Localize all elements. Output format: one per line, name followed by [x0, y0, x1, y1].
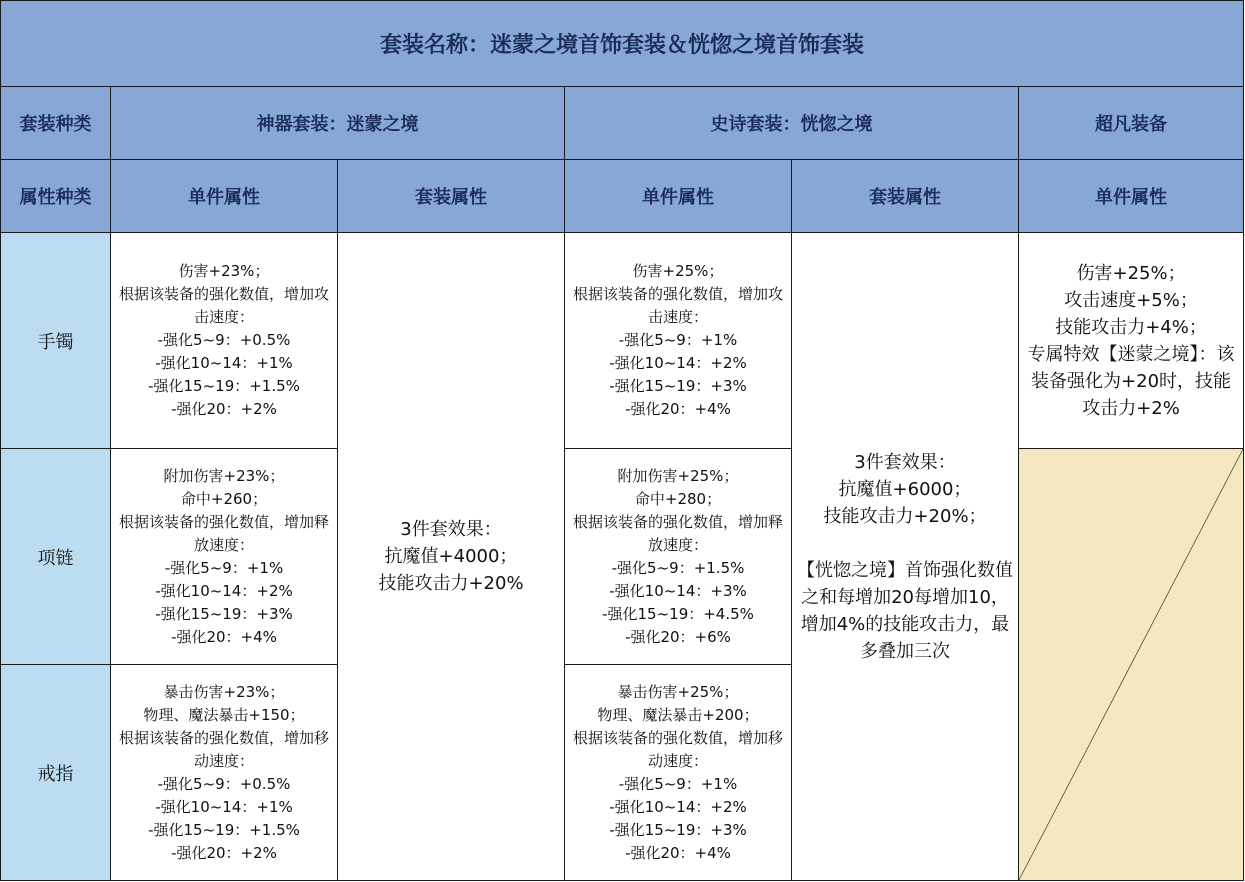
- empty-diagonal-cell: [1019, 449, 1244, 881]
- epic-single-attr-header: 单件属性: [565, 160, 792, 233]
- bracelet-legendary-attr: 伤害+25%； 攻击速度+5%； 技能攻击力+4%； 专属特效【迷蒙之境】：该装备强化为+20时，技能攻击力+2%: [1019, 233, 1244, 449]
- diagonal-line: [1019, 449, 1243, 880]
- artifact-set-effect: 3件套效果： 抗魔值+4000； 技能攻击力+20%: [338, 233, 565, 881]
- set-type-label: 套装种类: [1, 87, 111, 160]
- ring-epic-attr: 暴击伤害+25%； 物理、魔法暴击+200； 根据该装备的强化数值，增加移动速度： -强化5~9：+1% -强化10~14：+2% -强化15~19：+3% -强化20：+4%: [565, 665, 792, 881]
- row-label-bracelet: 手镯: [1, 233, 111, 449]
- legendary-single-attr-header: 单件属性: [1019, 160, 1244, 233]
- artifact-set-header: 神器套装：迷蒙之境: [111, 87, 565, 160]
- table-title: 套装名称：迷蒙之境首饰套装＆恍惚之境首饰套装: [1, 1, 1244, 87]
- epic-set-header: 史诗套装：恍惚之境: [565, 87, 1019, 160]
- epic-set-attr-header: 套装属性: [792, 160, 1019, 233]
- necklace-epic-attr: 附加伤害+25%； 命中+280； 根据该装备的强化数值，增加释放速度： -强化5~9：+1.5% -强化10~14：+3% -强化15~19：+4.5% -强化20：+6%: [565, 449, 792, 665]
- ring-artifact-attr: 暴击伤害+23%； 物理、魔法暴击+150； 根据该装备的强化数值，增加移动速度： -强化5~9：+0.5% -强化10~14：+1% -强化15~19：+1.5% -强化20：+2%: [111, 665, 338, 881]
- epic-set-effect: 3件套效果： 抗魔值+6000； 技能攻击力+20%； 【恍惚之境】首饰强化数值之和每增加20每增加10，增加4%的技能攻击力，最多叠加三次: [792, 233, 1019, 881]
- row-label-necklace: 项链: [1, 449, 111, 665]
- artifact-set-attr-header: 套装属性: [338, 160, 565, 233]
- necklace-artifact-attr: 附加伤害+23%； 命中+260； 根据该装备的强化数值，增加释放速度： -强化5~9：+1% -强化10~14：+2% -强化15~19：+3% -强化20：+4%: [111, 449, 338, 665]
- legendary-header: 超凡装备: [1019, 87, 1244, 160]
- attribute-type-label: 属性种类: [1, 160, 111, 233]
- bracelet-artifact-attr: 伤害+23%； 根据该装备的强化数值，增加攻击速度： -强化5~9：+0.5% -强化10~14：+1% -强化15~19：+1.5% -强化20：+2%: [111, 233, 338, 449]
- row-label-ring: 戒指: [1, 665, 111, 881]
- artifact-single-attr-header: 单件属性: [111, 160, 338, 233]
- bracelet-epic-attr: 伤害+25%； 根据该装备的强化数值，增加攻击速度： -强化5~9：+1% -强化10~14：+2% -强化15~19：+3% -强化20：+4%: [565, 233, 792, 449]
